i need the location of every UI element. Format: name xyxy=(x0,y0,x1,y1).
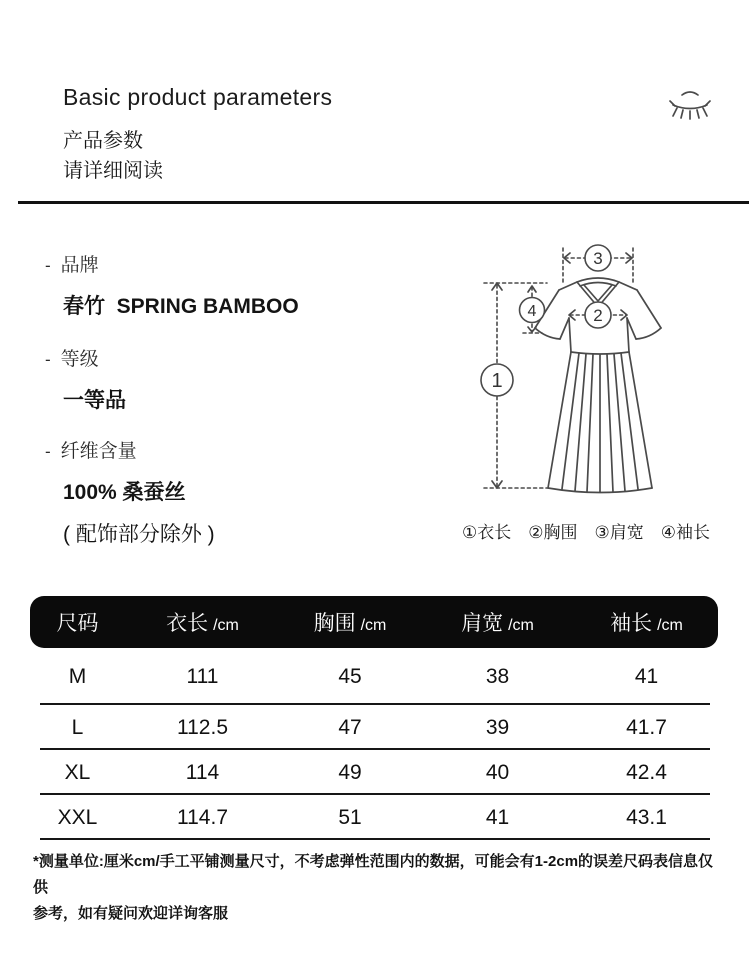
cell-shoulder: 39 xyxy=(485,715,510,739)
col-header-sleeve xyxy=(575,607,718,637)
size-table-header xyxy=(30,596,718,648)
col-header-label: 袖长 xyxy=(610,612,653,635)
col-header-label: 尺码 xyxy=(56,612,99,635)
cell-size: L xyxy=(71,715,84,739)
table-row-m xyxy=(30,648,718,705)
cell-shoulder: 40 xyxy=(485,760,510,784)
cell-shoulder: 38 xyxy=(485,664,510,688)
dress-sleeve-left-inner xyxy=(560,318,569,339)
dress-pleat xyxy=(607,354,613,492)
closed-eye-icon xyxy=(664,84,716,128)
col-header-unit: /cm xyxy=(508,617,534,634)
footnote-line-2: 参考，如有疑问欢迎详询客服 xyxy=(33,905,229,922)
grade-label: 等级 xyxy=(60,349,99,370)
grade-value: 一等品 xyxy=(63,389,126,412)
page-subtitle: 请详细阅读 xyxy=(63,160,163,182)
fiber-value-note: ( 配饰部分除外 ) xyxy=(63,523,215,546)
cell-sleeve: 41.7 xyxy=(626,715,667,739)
bullet-dash: - xyxy=(45,442,51,461)
col-header-chest xyxy=(280,607,420,637)
cell-sleeve: 43.1 xyxy=(626,805,667,829)
footnote-line-1: *测量单位:厘米cm/手工平铺测量尺寸，不考虑弹性范围内的数据，可能会有1-2cm的误差尺码表信息仅供 xyxy=(33,853,714,896)
header-divider xyxy=(18,201,749,204)
diagram-legend xyxy=(430,518,742,543)
col-header-unit: /cm xyxy=(360,617,387,634)
dress-neckline xyxy=(577,278,619,282)
dress-sleeve-right-outer xyxy=(637,290,661,328)
marker-number-1: 1 xyxy=(491,370,503,392)
cell-length: 114 xyxy=(185,760,220,784)
cell-length: 112.5 xyxy=(177,715,228,739)
fiber-label: 纤维含量 xyxy=(60,441,137,462)
bullet-dash: - xyxy=(45,350,51,369)
cell-sleeve: 42.4 xyxy=(626,760,667,784)
dress-measurement-diagram xyxy=(430,238,740,518)
size-table-body xyxy=(30,648,718,840)
col-header-unit: /cm xyxy=(213,617,239,634)
cell-size: M xyxy=(68,664,87,688)
bullet-dash: - xyxy=(45,256,51,275)
page-title-cn: 产品参数 xyxy=(63,130,143,152)
cell-size: XL xyxy=(64,760,91,784)
dress-collar-inner xyxy=(584,285,612,301)
marker-number-2: 2 xyxy=(593,306,603,325)
legend-item-shoulder: ③肩宽 xyxy=(594,523,644,542)
brand-label: 品牌 xyxy=(60,255,99,276)
dress-shoulder-left xyxy=(559,282,577,290)
table-row-xl xyxy=(30,750,718,795)
dress-shoulder-right xyxy=(619,282,637,290)
marker-number-3: 3 xyxy=(593,249,603,268)
cell-length: 111 xyxy=(186,664,219,688)
dress-skirt-left xyxy=(548,352,571,488)
col-header-label: 衣长 xyxy=(166,612,209,635)
col-header-unit: /cm xyxy=(657,617,683,634)
col-header-shoulder xyxy=(420,607,575,637)
info-item-grade xyxy=(45,344,425,414)
cell-size: XXL xyxy=(57,805,98,829)
dress-pleat xyxy=(587,354,593,492)
measurement-footnote xyxy=(33,849,728,927)
dress-side-left xyxy=(569,318,571,352)
page-title: Basic product parameters xyxy=(63,84,333,110)
col-header-length xyxy=(125,607,280,637)
legend-item-length: ①衣长 xyxy=(462,523,512,542)
info-item-fiber xyxy=(45,436,425,548)
info-item-brand xyxy=(45,250,425,320)
table-row-l xyxy=(30,705,718,750)
cell-chest: 45 xyxy=(338,664,362,688)
brand-value: 春竹 SPRING BAMBOO xyxy=(63,295,299,318)
fiber-value: 100% 桑蚕丝 xyxy=(63,481,186,504)
col-header-size xyxy=(30,607,125,637)
cell-shoulder: 41 xyxy=(485,805,510,829)
cell-chest: 47 xyxy=(338,715,362,739)
legend-item-sleeve: ④袖长 xyxy=(660,523,710,542)
cell-chest: 49 xyxy=(338,760,362,784)
marker-number-4: 4 xyxy=(527,303,537,320)
cell-chest: 51 xyxy=(338,805,362,829)
col-header-label: 胸围 xyxy=(313,612,356,635)
col-header-label: 肩宽 xyxy=(461,612,504,635)
dress-sleeve-right-hem xyxy=(636,328,661,339)
legend-item-chest: ②胸围 xyxy=(528,523,578,542)
cell-sleeve: 41 xyxy=(634,664,659,688)
cell-length: 114.7 xyxy=(177,805,228,829)
table-row-xxl xyxy=(30,795,718,840)
dress-skirt-right xyxy=(629,352,652,488)
